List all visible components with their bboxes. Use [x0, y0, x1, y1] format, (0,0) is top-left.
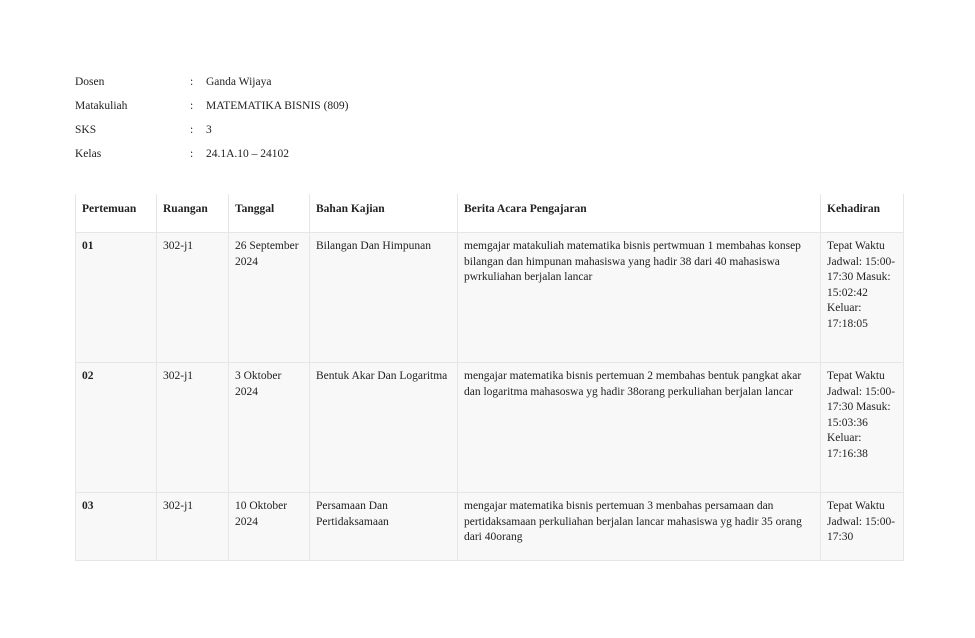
info-separator: : — [190, 124, 194, 136]
cell-berita-acara: mengajar matematika bisnis pertemuan 3 menbahas persamaan dan pertidaksamaan perkuliahan berjalan lancar mahasiswa yg hadir 35 orang dari 40orang — [458, 493, 821, 561]
cell-pertemuan: 02 — [76, 363, 157, 493]
info-row-sks — [75, 122, 475, 146]
info-row-kelas — [75, 146, 475, 170]
info-value: 24.1A.10 – 24102 — [206, 148, 290, 160]
header-pertemuan: Pertemuan — [76, 194, 157, 233]
info-row-matakuliah — [75, 98, 475, 122]
info-row-dosen — [75, 74, 475, 98]
cell-pertemuan: 03 — [76, 493, 157, 561]
cell-bahan-kajian: Bentuk Akar Dan Logaritma — [310, 363, 458, 493]
header-bahan-kajian: Bahan Kajian — [310, 194, 458, 233]
info-separator: : — [190, 148, 194, 160]
info-value: MATEMATIKA BISNIS (809) — [206, 100, 349, 112]
table-row — [76, 233, 904, 363]
info-value: 3 — [206, 124, 212, 136]
info-separator: : — [190, 100, 194, 112]
cell-ruangan: 302-j1 — [157, 363, 229, 493]
cell-bahan-kajian: Bilangan Dan Himpunan — [310, 233, 458, 363]
info-label: Dosen — [75, 76, 105, 88]
info-value: Ganda Wijaya — [206, 76, 272, 88]
cell-berita-acara: memgajar matakuliah matematika bisnis pertwmuan 1 membahas konsep bilangan dan himpunan mahasiswa yang hadir 38 dari 40 mahasiswa pwrkuliahan berjalan lancar — [458, 233, 821, 363]
table-row — [76, 363, 904, 493]
cell-bahan-kajian: Persamaan Dan Pertidaksamaan — [310, 493, 458, 561]
table-header-row — [76, 194, 904, 233]
header-berita-acara: Berita Acara Pengajaran — [458, 194, 821, 233]
cell-ruangan: 302-j1 — [157, 233, 229, 363]
header-ruangan: Ruangan — [157, 194, 229, 233]
cell-kehadiran: Tepat Waktu Jadwal: 15:00-17:30 Masuk: 15:03:36 Keluar: 17:16:38 — [821, 363, 904, 493]
cell-kehadiran: Tepat Waktu Jadwal: 15:00-17:30 Masuk: 15:02:42 Keluar: 17:18:05 — [821, 233, 904, 363]
cell-tanggal: 3 Oktober 2024 — [229, 363, 310, 493]
cell-tanggal: 26 September 2024 — [229, 233, 310, 363]
attendance-table — [75, 194, 904, 561]
info-label: SKS — [75, 124, 97, 136]
info-label: Matakuliah — [75, 100, 128, 112]
cell-kehadiran: Tepat Waktu Jadwal: 15:00-17:30 — [821, 493, 904, 561]
cell-tanggal: 10 Oktober 2024 — [229, 493, 310, 561]
attendance-table-wrapper — [75, 194, 903, 561]
cell-berita-acara: mengajar matematika bisnis pertemuan 2 membahas bentuk pangkat akar dan logaritma mahasoswa yg hadir 38orang perkuliahan berjalan lancar — [458, 363, 821, 493]
header-kehadiran: Kehadiran — [821, 194, 904, 233]
info-separator: : — [190, 76, 194, 88]
course-info — [75, 74, 475, 170]
cell-pertemuan: 01 — [76, 233, 157, 363]
cell-ruangan: 302-j1 — [157, 493, 229, 561]
header-tanggal: Tanggal — [229, 194, 310, 233]
table-row — [76, 493, 904, 561]
info-label: Kelas — [75, 148, 102, 160]
